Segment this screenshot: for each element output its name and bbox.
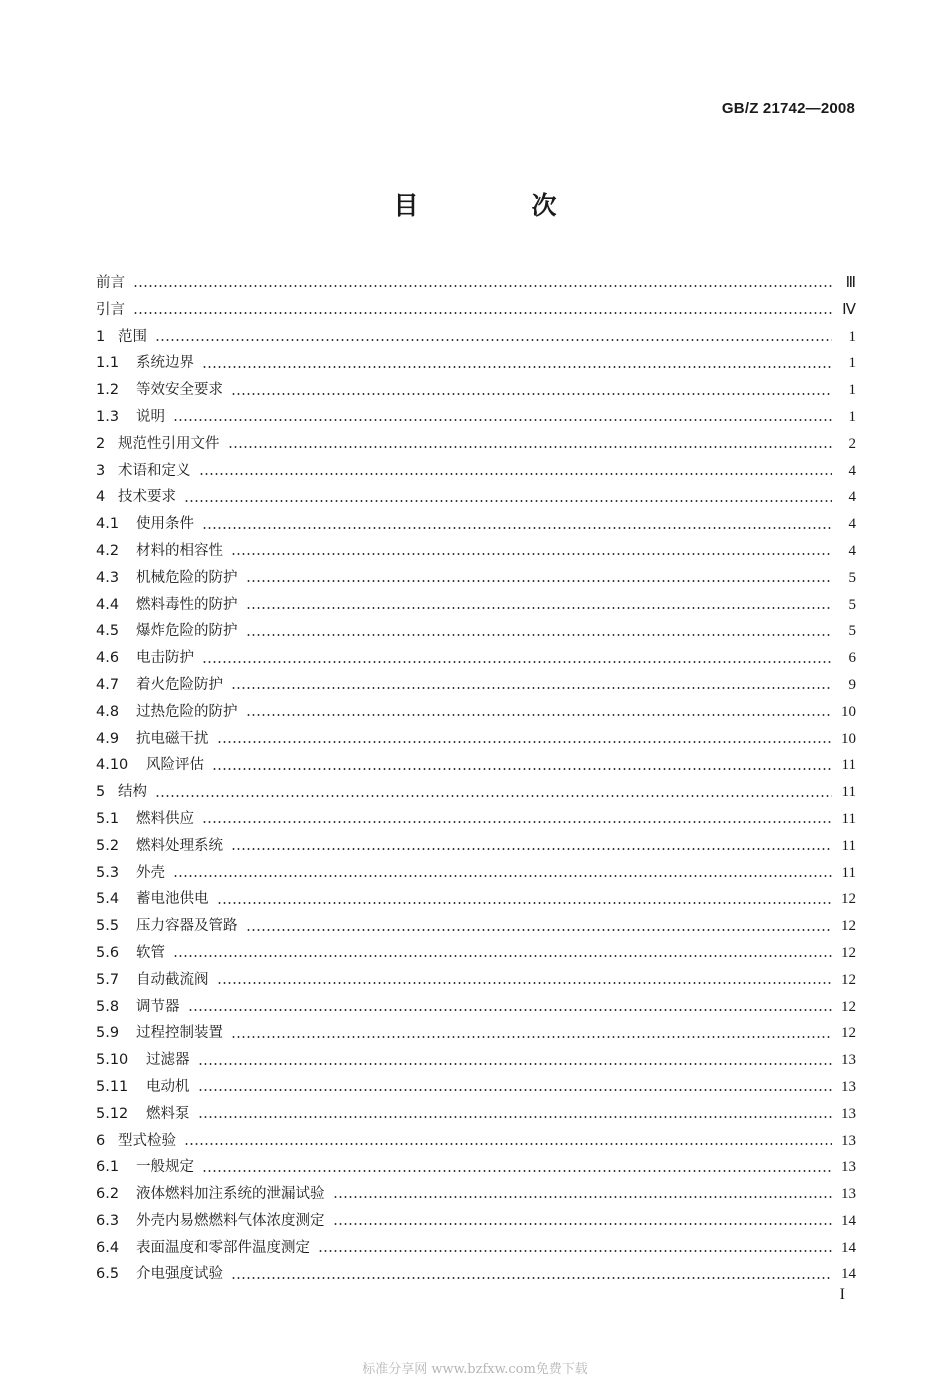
toc-entry-number: 4.5 [96, 623, 120, 640]
toc-entry[interactable] [96, 726, 856, 753]
toc-entry-page: 13 [841, 1159, 856, 1176]
toc-dot-leader [217, 982, 833, 984]
toc-entry-number: 6.1 [96, 1159, 120, 1176]
toc-entry[interactable] [96, 511, 856, 538]
toc-entry-page: 14 [841, 1266, 856, 1283]
toc-dot-leader [246, 634, 833, 636]
toc-dot-leader [202, 1170, 832, 1172]
toc-entry-number: 5.10 [96, 1052, 129, 1069]
toc-entry-number: 1.2 [96, 382, 120, 399]
toc-dot-leader [173, 955, 832, 957]
toc-dot-leader [202, 366, 832, 368]
toc-entry-page: 11 [841, 837, 856, 854]
toc-entry[interactable] [96, 940, 856, 967]
toc-entry-title: 系统边界 [136, 355, 194, 372]
toc-entry[interactable] [96, 1020, 856, 1047]
toc-entry-number: 6.2 [96, 1186, 120, 1203]
toc-entry-number: 4.3 [96, 569, 120, 586]
toc-entry-page: 12 [841, 971, 856, 988]
toc-entry-page: 11 [841, 810, 856, 827]
toc-entry-page: 13 [841, 1186, 856, 1203]
toc-dot-leader [198, 1116, 833, 1118]
toc-entry-number: 5.2 [96, 837, 120, 854]
page-folio: I [839, 1286, 845, 1303]
toc-entry-title: 等效安全要求 [136, 382, 223, 399]
toc-entry-page: 11 [841, 784, 856, 801]
toc-entry[interactable] [96, 1101, 856, 1128]
toc-entry-page: 12 [841, 944, 856, 961]
toc-entry-title: 燃料处理系统 [136, 837, 223, 854]
toc-entry-title: 自动截流阀 [136, 971, 209, 988]
toc-entry-page: 1 [848, 328, 856, 345]
toc-entry[interactable] [96, 913, 856, 940]
toc-entry[interactable] [96, 350, 856, 377]
toc-entry-page: 12 [841, 1025, 856, 1042]
toc-entry-page: 12 [841, 891, 856, 908]
toc-entry-number: 5.4 [96, 891, 120, 908]
toc-entry-title: 蓄电池供电 [136, 891, 209, 908]
toc-entry-number: 4.2 [96, 542, 120, 559]
toc-entry-number: 5.9 [96, 1025, 120, 1042]
toc-entry-page: 4 [848, 489, 856, 506]
toc-entry-page: 4 [848, 462, 856, 479]
toc-dot-leader [246, 607, 833, 609]
toc-entry-page: 13 [841, 1078, 856, 1095]
toc-dot-leader [333, 1196, 833, 1198]
toc-dot-leader [133, 312, 832, 314]
toc-dot-leader [202, 821, 832, 823]
toc-entry-title: 一般规定 [136, 1159, 194, 1176]
toc-entry[interactable] [96, 297, 856, 324]
page-title: 目 次 [393, 191, 601, 220]
toc-dot-leader [198, 1089, 833, 1091]
toc-entry-page: 1 [848, 355, 856, 372]
toc-entry-number: 4.8 [96, 703, 120, 720]
toc-entry-title: 引言 [96, 301, 125, 318]
toc-entry-page: 10 [841, 730, 856, 747]
toc-entry-title: 燃料供应 [136, 810, 194, 827]
toc-entry-page: 2 [848, 435, 856, 452]
toc-entry[interactable] [96, 1154, 856, 1181]
toc-entry-number: 1.1 [96, 355, 120, 372]
toc-entry-title: 表面温度和零部件温度测定 [136, 1239, 310, 1256]
toc-entry-title: 材料的相容性 [136, 542, 223, 559]
toc-entry[interactable] [96, 1261, 856, 1288]
toc-entry[interactable] [96, 833, 856, 860]
toc-entry[interactable] [96, 994, 856, 1021]
toc-entry-title: 外壳内易燃燃料气体浓度测定 [136, 1212, 325, 1229]
toc-dot-leader [246, 929, 833, 931]
toc-entry-number: 6.3 [96, 1212, 120, 1229]
toc-entry[interactable] [96, 458, 856, 485]
toc-entry[interactable] [96, 886, 856, 913]
toc-dot-leader [173, 419, 832, 421]
toc-entry-number: 4.1 [96, 516, 120, 533]
toc-dot-leader [217, 902, 833, 904]
toc-dot-leader [199, 473, 833, 475]
toc-entry-number: 4.7 [96, 676, 120, 693]
table-of-contents [96, 270, 856, 1288]
toc-entry-page: 13 [841, 1105, 856, 1122]
toc-entry-number: 4.10 [96, 757, 129, 774]
toc-entry-title: 调节器 [136, 998, 180, 1015]
toc-entry-number: 6 [96, 1132, 106, 1149]
toc-entry-title: 电击防护 [136, 650, 194, 667]
toc-dot-leader [198, 1063, 833, 1065]
toc-entry-number: 6.5 [96, 1266, 120, 1283]
toc-dot-leader [231, 687, 832, 689]
toc-entry-page: 11 [841, 757, 856, 774]
toc-entry-number: 4 [96, 489, 106, 506]
toc-entry-number: 5.3 [96, 864, 120, 881]
toc-entry-page: 13 [841, 1132, 856, 1149]
toc-entry-number: 2 [96, 435, 106, 452]
toc-dot-leader [155, 339, 832, 341]
toc-entry-page: 11 [841, 864, 856, 881]
toc-dot-leader [231, 393, 832, 395]
toc-entry-title: 电动机 [146, 1078, 190, 1095]
toc-entry-title: 压力容器及管路 [136, 918, 238, 935]
toc-entry[interactable] [96, 565, 856, 592]
toc-entry[interactable] [96, 779, 856, 806]
toc-entry-page: 6 [848, 650, 856, 667]
toc-entry-page: 5 [848, 569, 856, 586]
toc-entry[interactable] [96, 618, 856, 645]
toc-dot-leader [246, 580, 833, 582]
toc-entry-title: 液体燃料加注系统的泄漏试验 [136, 1186, 325, 1203]
toc-entry-number: 5.6 [96, 944, 120, 961]
toc-entry-number: 6.4 [96, 1239, 120, 1256]
toc-entry-page: 13 [841, 1052, 856, 1069]
toc-entry-number: 4.9 [96, 730, 120, 747]
toc-entry-number: 4.4 [96, 596, 120, 613]
toc-entry-page: 5 [848, 623, 856, 640]
toc-dot-leader [228, 446, 833, 448]
toc-entry-page: 1 [848, 382, 856, 399]
toc-entry-title: 过程控制装置 [136, 1025, 223, 1042]
toc-entry[interactable] [96, 967, 856, 994]
toc-dot-leader [202, 527, 832, 529]
toc-entry-title: 燃料泵 [146, 1105, 190, 1122]
toc-entry-title: 过滤器 [146, 1052, 190, 1069]
toc-entry-title: 介电强度试验 [136, 1266, 223, 1283]
toc-entry-number: 5.8 [96, 998, 120, 1015]
toc-dot-leader [231, 1036, 832, 1038]
toc-dot-leader [155, 795, 832, 797]
toc-entry[interactable] [96, 1047, 856, 1074]
toc-entry[interactable] [96, 699, 856, 726]
toc-dot-leader [318, 1250, 832, 1252]
toc-entry[interactable] [96, 592, 856, 619]
toc-entry[interactable] [96, 484, 856, 511]
toc-entry-title: 型式检验 [118, 1132, 176, 1149]
toc-entry-title: 过热危险的防护 [136, 703, 238, 720]
toc-entry[interactable] [96, 1208, 856, 1235]
toc-entry[interactable] [96, 431, 856, 458]
toc-entry-page: 9 [848, 676, 856, 693]
toc-dot-leader [173, 875, 832, 877]
toc-entry[interactable] [96, 860, 856, 887]
toc-entry-title: 机械危险的防护 [136, 569, 238, 586]
toc-entry-title: 着火危险防护 [136, 676, 223, 693]
toc-entry-page: 4 [848, 516, 856, 533]
toc-entry-page: 1 [848, 408, 856, 425]
toc-entry-page: 14 [841, 1239, 856, 1256]
toc-entry-title: 软管 [136, 944, 165, 961]
toc-entry-title: 结构 [118, 784, 147, 801]
toc-entry-title: 燃料毒性的防护 [136, 596, 238, 613]
toc-entry-page: 14 [841, 1212, 856, 1229]
toc-entry[interactable] [96, 672, 856, 699]
toc-dot-leader [212, 768, 832, 770]
toc-entry-title: 爆炸危险的防护 [136, 623, 238, 640]
toc-dot-leader [231, 848, 832, 850]
toc-dot-leader [217, 741, 833, 743]
toc-entry-number: 5.5 [96, 918, 120, 935]
toc-entry[interactable] [96, 377, 856, 404]
toc-entry[interactable] [96, 1181, 856, 1208]
toc-entry-number: 3 [96, 462, 106, 479]
toc-dot-leader [333, 1223, 833, 1225]
toc-entry-number: 5.1 [96, 810, 120, 827]
toc-entry-number: 5 [96, 784, 106, 801]
toc-entry-title: 风险评估 [146, 757, 204, 774]
toc-dot-leader [246, 714, 833, 716]
toc-entry[interactable] [96, 404, 856, 431]
toc-entry[interactable] [96, 806, 856, 833]
toc-dot-leader [133, 285, 832, 287]
toc-entry[interactable] [96, 645, 856, 672]
toc-entry-number: 5.12 [96, 1105, 129, 1122]
toc-entry-title: 术语和定义 [118, 462, 191, 479]
toc-entry-page: 12 [841, 998, 856, 1015]
toc-entry-title: 范围 [118, 328, 147, 345]
toc-entry-number: 1 [96, 328, 106, 345]
toc-dot-leader [202, 661, 832, 663]
watermark: 标准分享网 www.bzfxw.com免费下载 [362, 1362, 588, 1377]
toc-entry[interactable] [96, 270, 856, 297]
toc-entry-number: 5.7 [96, 971, 120, 988]
toc-entry[interactable] [96, 1235, 856, 1262]
toc-entry-number: 1.3 [96, 408, 120, 425]
toc-entry[interactable] [96, 752, 856, 779]
toc-dot-leader [184, 1143, 832, 1145]
toc-entry-title: 抗电磁干扰 [136, 730, 209, 747]
toc-entry-page: 12 [841, 918, 856, 935]
toc-dot-leader [231, 1277, 832, 1279]
toc-entry[interactable] [96, 538, 856, 565]
toc-entry-title: 说明 [136, 408, 165, 425]
toc-entry-page: Ⅲ [845, 275, 856, 291]
toc-entry-page: 10 [841, 703, 856, 720]
toc-entry[interactable] [96, 1128, 856, 1155]
toc-entry-page: Ⅳ [842, 301, 856, 318]
toc-entry-page: 5 [848, 596, 856, 613]
toc-entry-number: 4.6 [96, 650, 120, 667]
toc-entry-title: 外壳 [136, 864, 165, 881]
standard-code: GB/Z 21742—2008 [721, 100, 855, 117]
toc-dot-leader [184, 500, 832, 502]
toc-entry-page: 4 [848, 542, 856, 559]
toc-dot-leader [231, 553, 832, 555]
toc-entry-title: 前言 [96, 275, 125, 291]
toc-entry[interactable] [96, 324, 856, 351]
toc-entry-title: 技术要求 [118, 489, 176, 506]
toc-entry-title: 规范性引用文件 [118, 435, 220, 452]
toc-entry[interactable] [96, 1074, 856, 1101]
toc-dot-leader [188, 1009, 833, 1011]
toc-entry-number: 5.11 [96, 1078, 129, 1095]
toc-entry-title: 使用条件 [136, 516, 194, 533]
